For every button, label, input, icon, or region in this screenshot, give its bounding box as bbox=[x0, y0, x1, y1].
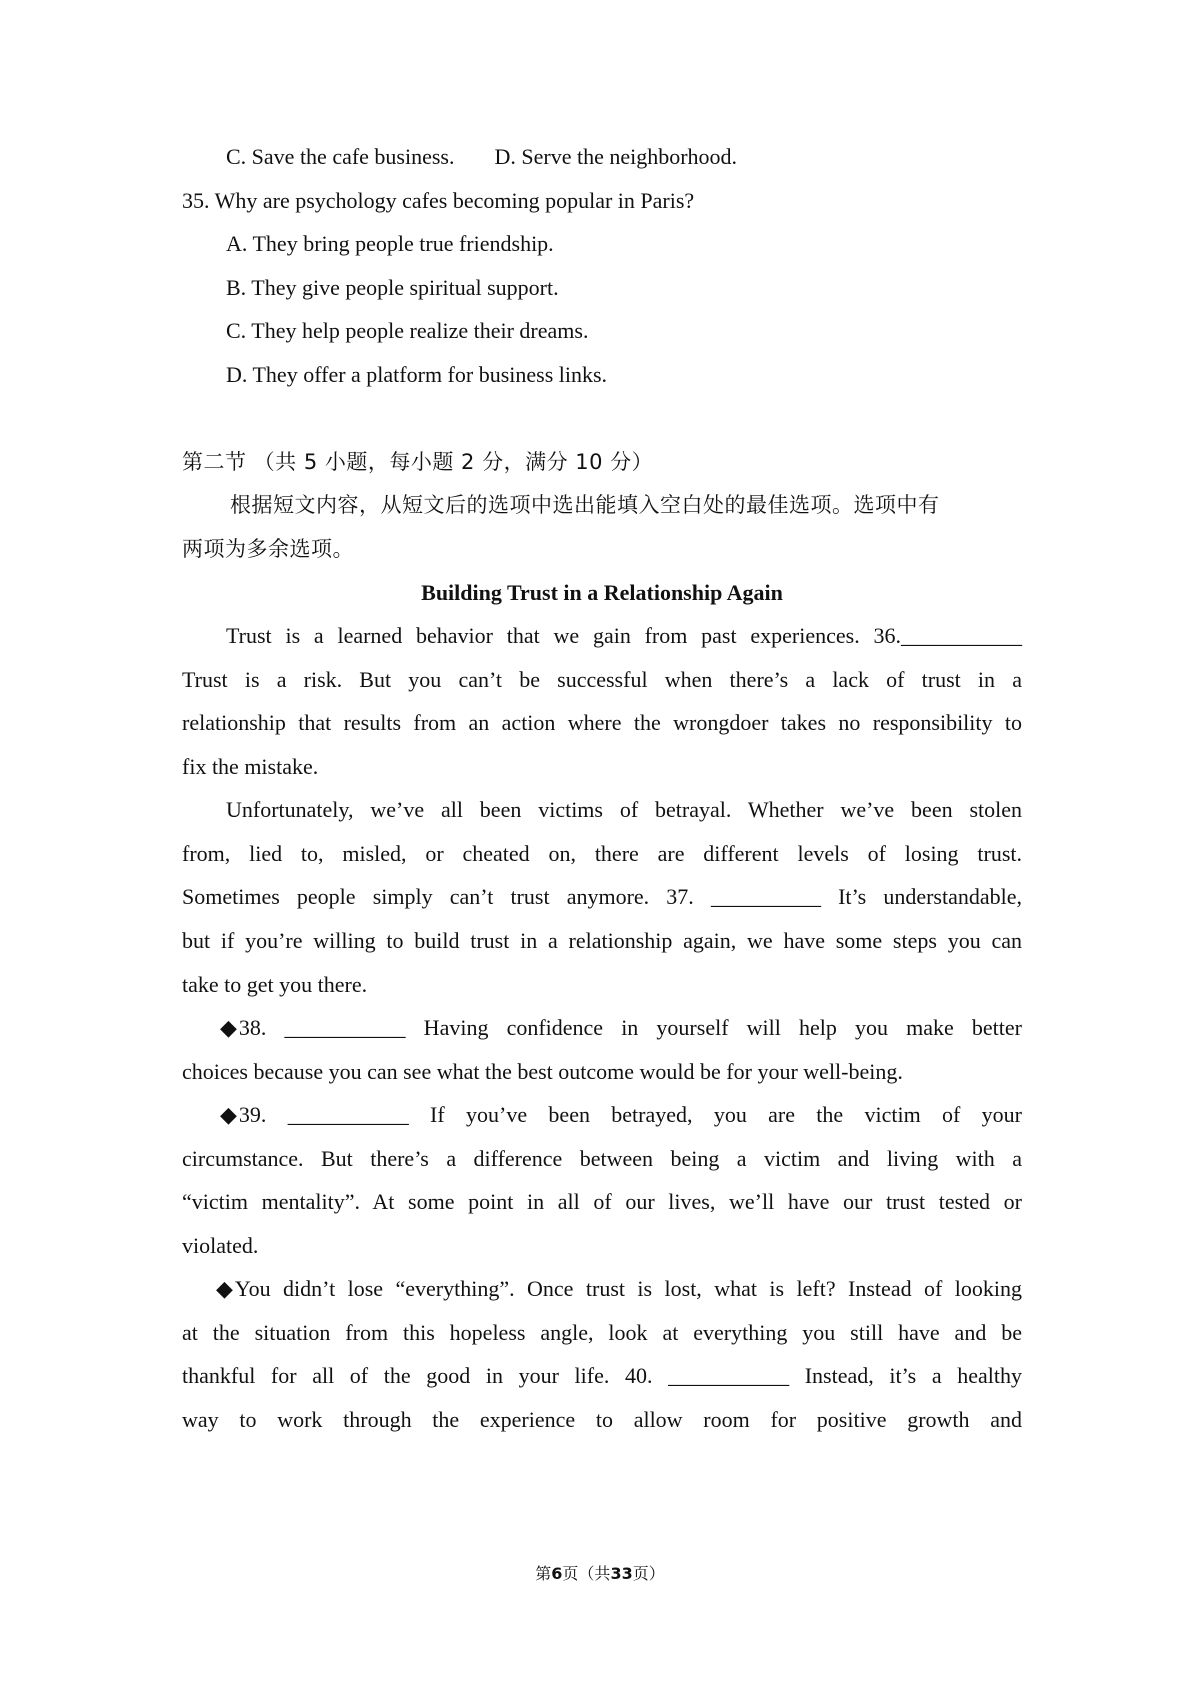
passage-line: 38. ___________ Having confidence in yourself will help you make better bbox=[238, 1015, 1022, 1040]
section-instruction-line2: 两项为多余选项。 bbox=[182, 537, 354, 561]
passage-line: Trust is a learned behavior that we gain from past experiences. 36.___________ bbox=[226, 623, 1022, 648]
passage-line: but if you’re willing to build trust in a relationship again, we have some steps you can bbox=[182, 928, 1022, 953]
passage-line: You didn’t lose “everything”. Once trust is lost, what is left? Instead of looking bbox=[234, 1276, 1022, 1301]
q35-option-b: B. They give people spiritual support. bbox=[226, 275, 559, 300]
passage-line: violated. bbox=[182, 1233, 259, 1258]
passage-line: “victim mentality”. At some point in all of our lives, we’ll have our trust tested or bbox=[182, 1189, 1022, 1214]
q34-option-d: D. Serve the neighborhood. bbox=[494, 144, 738, 169]
passage-line: from, lied to, misled, or cheated on, there are different levels of losing trust. bbox=[182, 841, 1022, 866]
passage-line: at the situation from this hopeless angle, look at everything you still have and be bbox=[182, 1320, 1022, 1345]
passage-title: Building Trust in a Relationship Again bbox=[421, 580, 783, 605]
passage-line: fix the mistake. bbox=[182, 754, 319, 779]
bullet-item-everything bbox=[216, 1274, 1022, 1304]
passage-line: take to get you there. bbox=[182, 972, 368, 997]
bullet-item-38 bbox=[220, 1013, 1022, 1043]
footer-middle: 页（共 bbox=[562, 1564, 611, 1583]
passage-line: way to work through the experience to allow room for positive growth and bbox=[182, 1407, 1022, 1432]
passage-line: Trust is a risk. But you can’t be successful when there’s a lack of trust in a bbox=[182, 667, 1022, 692]
q35-option-c: C. They help people realize their dreams. bbox=[226, 318, 589, 343]
passage-line: relationship that results from an action where the wrongdoer takes no responsibility to bbox=[182, 710, 1022, 735]
q35-question: 35. Why are psychology cafes becoming popular in Paris? bbox=[182, 188, 695, 213]
section-heading: 第二节 （共 5 小题，每小题 2 分，满分 10 分） bbox=[182, 450, 654, 474]
footer-page-number: 6 bbox=[551, 1564, 563, 1583]
page-footer bbox=[0, 1562, 1200, 1586]
bullet-diamond-icon: ◆ bbox=[220, 1015, 237, 1040]
q35-option-a: A. They bring people true friendship. bbox=[226, 231, 554, 256]
bullet-item-39 bbox=[220, 1100, 1022, 1130]
bullet-diamond-icon: ◆ bbox=[220, 1102, 237, 1127]
passage-line: circumstance. But there’s a difference between being a victim and living with a bbox=[182, 1146, 1022, 1171]
q34-option-c: C. Save the cafe business. bbox=[226, 144, 455, 169]
passage-line: thankful for all of the good in your life. 40. ___________ Instead, it’s a healthy bbox=[182, 1363, 1022, 1388]
footer-prefix: 第 bbox=[535, 1564, 552, 1583]
passage-line: 39. ___________ If you’ve been betrayed, you are the victim of your bbox=[238, 1102, 1022, 1127]
passage-line: Sometimes people simply can’t trust anymore. 37. __________ It’s understandable, bbox=[182, 884, 1022, 909]
footer-total-pages: 33 bbox=[610, 1564, 633, 1583]
passage-line: Unfortunately, we’ve all been victims of betrayal. Whether we’ve been stolen bbox=[226, 797, 1022, 822]
q34-options-cd bbox=[226, 142, 1022, 172]
section-instruction-line1: 根据短文内容，从短文后的选项中选出能填入空白处的最佳选项。选项中有 bbox=[230, 493, 940, 517]
footer-suffix: 页） bbox=[632, 1564, 665, 1583]
bullet-diamond-icon: ◆ bbox=[216, 1276, 233, 1301]
q35-option-d: D. They offer a platform for business links. bbox=[226, 362, 608, 387]
passage-line: choices because you can see what the best outcome would be for your well-being. bbox=[182, 1059, 903, 1084]
